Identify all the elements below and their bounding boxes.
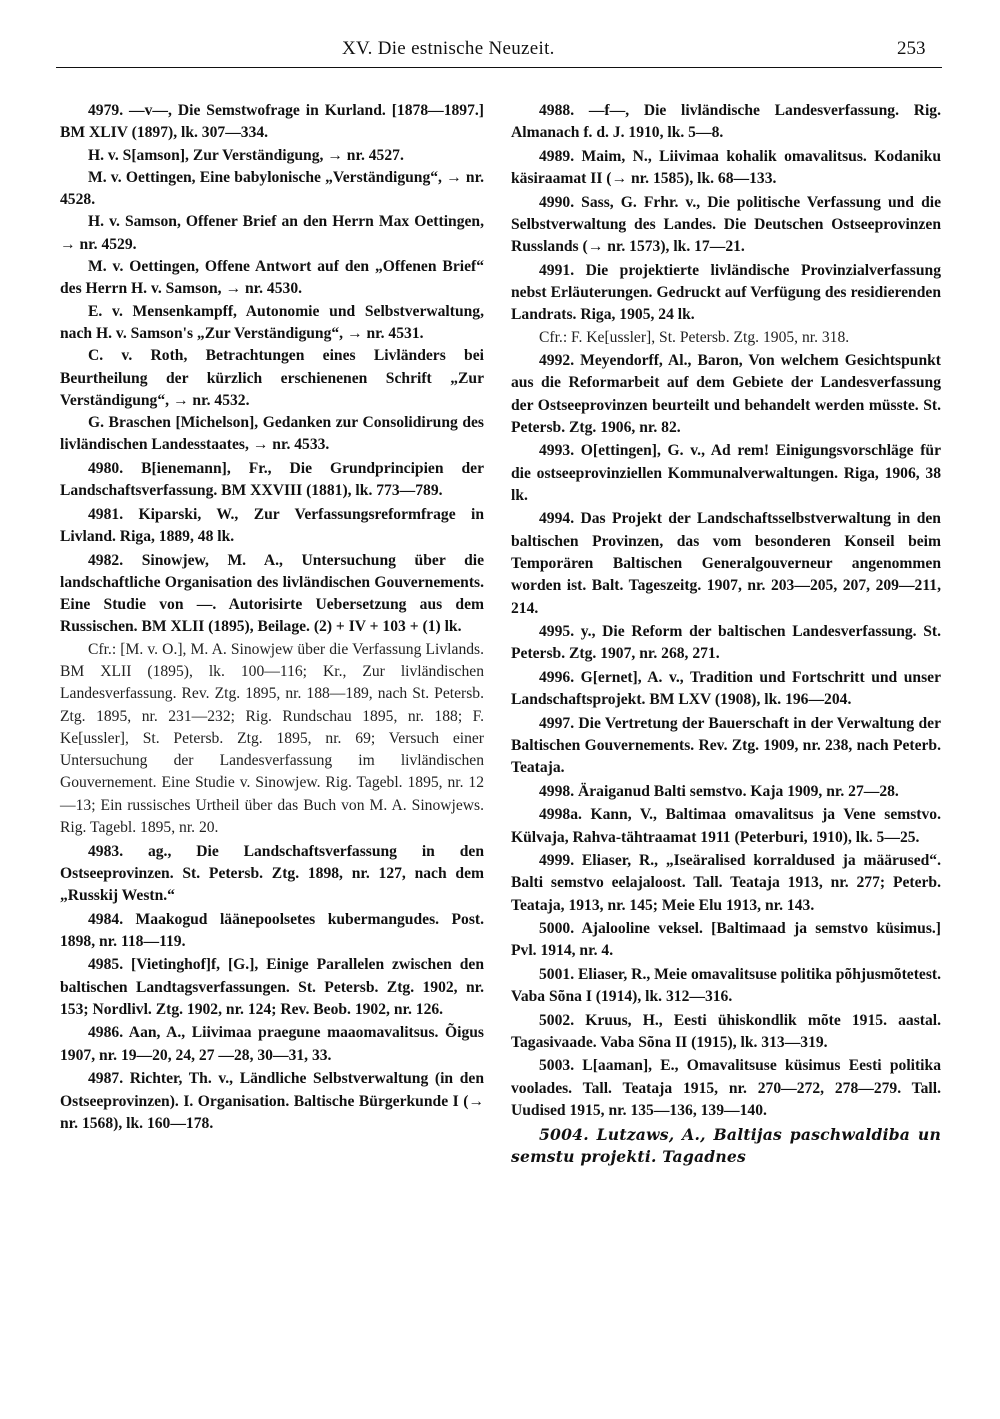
bibliography-entry: [511, 918, 941, 963]
entry-text: 4985. [Vietinghof]f, [G.], Einige Parallelen zwischen den baltischen Landtagsverfassungen. St. Petersb. Ztg. 1902, nr. 153; Nordlivl. Ztg. 1902, nr. 124; Rev. Beob. 1902, nr. 126.: [60, 956, 484, 1018]
right-column: [511, 100, 941, 1169]
page-header: [0, 0, 1000, 70]
bibliography-entry: [60, 954, 484, 1021]
bibliography-entry: [60, 458, 484, 503]
entry-text: 4986. Aan, A., Liivimaa praegune maaomavalitsus. Õigus 1907, nr. 19—20, 24, 27 —28, 30—31, 33.: [60, 1024, 484, 1064]
bibliography-entry: [511, 667, 941, 712]
bibliography-entry: [511, 713, 941, 780]
entry-text: 4988. —f—, Die livländische Landesverfassung. Rig. Almanach f. d. J. 1910, lk. 5—8.: [511, 102, 941, 142]
entry-text: 4996. G[ernet], A. v., Tradition und Fortschritt und unser Landschaftsprojekt. BM LXV (1908), lk. 196—204.: [511, 668, 941, 709]
bibliography-entry: [60, 1022, 484, 1067]
related-entry-text: H. v. S[amson], Zur Verständigung, → nr. 4527.: [88, 146, 404, 164]
bibliography-entry: [511, 850, 941, 917]
bibliography-entry: [511, 440, 941, 507]
entry-text: 4979. —v—, Die Semstwofrage in Kurland. [1878—1897.] BM XLIV (1897), lk. 307—334.: [60, 102, 484, 142]
bibliography-entry: [511, 621, 941, 666]
entry-text: 4984. Maakogud läänepoolsetes kubermangudes. Post. 1898, nr. 118—119.: [60, 910, 484, 950]
bibliography-entry: [511, 1055, 941, 1122]
bibliography-entry: [511, 100, 941, 145]
entry-text: 4991. Die projektierte livländische Provinzialverfassung nebst Erläuterungen. Gedruckt auf Verfügung des residierenden Landrats. Riga, 1905, 24 lk.: [511, 261, 941, 324]
page-number: 253: [897, 38, 926, 59]
related-entry-text: M. v. Oettingen, Offene Antwort auf den „Offenen Brief“ des Herrn H. v. Samson, → nr. 4530.: [60, 258, 484, 298]
bibliography-entry: [511, 1124, 941, 1169]
bibliography-entry: [511, 781, 941, 803]
bibliography-entry: [60, 1068, 484, 1135]
bibliography-entry: [511, 192, 941, 259]
entry-text: 4993. O[ettingen], G. v., Ad rem! Einigungsvorschläge für die ostseeprovinziellen Kommunalverwaltungen. Riga, 1906, 38 lk.: [511, 442, 941, 504]
bibliography-entry: [60, 550, 484, 840]
bibliography-entry: [60, 504, 484, 549]
bibliography-entry: [511, 1010, 941, 1055]
header-divider: [56, 67, 942, 68]
entry-text: 5000. Ajalooline veksel. [Baltimaad ja semstvo küsimus.] Pvl. 1914, nr. 4.: [511, 920, 941, 960]
left-column: [60, 100, 484, 1136]
entry-text: 4995. y., Die Reform der baltischen Landesverfassung. St. Petersb. Ztg. 1907, nr. 268, 271.: [511, 623, 941, 663]
entry-text: 4989. Maim, N., Liivimaa kohalik omavalitsus. Kodaniku käsiraamat II (→ nr. 1585), lk. 68—133.: [511, 147, 941, 188]
related-entry-text: E. v. Mensenkampff, Autonomie und Selbstverwaltung, nach H. v. Samson's „Zur Verständigung“, → nr. 4531.: [60, 302, 484, 342]
entry-text: 4980. B[ienemann], Fr., Die Grundprincipien der Landschaftsverfassung. BM XXVIII (1881), lk. 773—789.: [60, 459, 484, 500]
entry-note: Cfr.: [M. v. O.], M. A. Sinowjew über die Verfassung Livlands. BM XLII (1895), lk. 100—116; Kr., Zur livländischen Landesverfassung. Rev. Ztg. 1895, nr. 188—189, nach St. Petersb. Ztg. 1895, nr. 231—232; Rig. Rundschau 1895, nr. 188; F. Ke[ussler], St. Petersb. Ztg. 1895, nr. 69; Versuch einer Untersuchung der Landesverfassung im livländischen Gouvernement. Eine Studie v. Sinowjew. Rig. Tagebl. 1895, nr. 12—13; Ein russisches Urtheil über das Buch von M. A. Sinowjews. Rig. Tagebl. 1895, nr. 20.: [60, 640, 484, 837]
bibliography-entry: [511, 350, 941, 439]
entry-text: 4992. Meyendorff, Al., Baron, Von welchem Gesichtspunkt aus die Reformarbeit auf dem Gebiete der Landesverfassung der Ostseeprovinzen beurteilt und behandelt werden müsste. St. Petersb. Ztg. 1906, nr. 82.: [511, 352, 941, 436]
bibliography-entry: [60, 909, 484, 954]
entry-text: 4998a. Kann, V., Baltimaa omavalitsus ja Vene semstvo. Külvaja, Rahva-tähtraamat 1911 (Peterburi, 1910), lk. 5—25.: [511, 806, 941, 846]
bibliography-entry: [60, 841, 484, 908]
entry-text: 4990. Sass, G. Frhr. v., Die politische Verfassung und die Selbstverwaltung des Landes. Die Deutschen Ostseeprovinzen Russlands (→ nr. 1573), lk. 17—21.: [511, 193, 941, 256]
entry-text: 4983. ag., Die Landschaftsverfassung in den Ostseeprovinzen. St. Petersb. Ztg. 1898, nr. 127, nach dem „Russkij Westn.“: [60, 842, 484, 905]
bibliography-entry: [511, 964, 941, 1009]
entry-text: 4981. Kiparski, W., Zur Verfassungsreformfrage in Livland. Riga, 1889, 48 lk.: [60, 505, 484, 546]
bibliography-entry: [511, 804, 941, 849]
entry-text: 4982. Sinowjew, M. A., Untersuchung über die landschaftliche Organisation des livländischen Gouvernements. Eine Studie von —. Autorisirte Uebersetzung aus dem Russischen. BM XLII (1895), Beilage. (2) + IV + 103 + (1) lk.: [60, 551, 484, 636]
entry-text: 4999. Eliaser, R., „Iseäralised korraldused ja määrused“. Balti semstvo eelajaloost. Tall. Teataja 1913, nr. 277; Peterb. Teataja, 1913, nr. 145; Meie Elu 1913, nr. 143.: [511, 852, 941, 914]
related-entry-text: M. v. Oettingen, Eine babylonische „Verständigung“, → nr. 4528.: [60, 168, 484, 209]
entry-text: 4997. Die Vertretung der Bauerschaft in der Verwaltung der Baltischen Gouvernements. Rev. Ztg. 1909, nr. 238, nach Peterb. Teataja.: [511, 714, 941, 777]
entry-note: Cfr.: F. Ke[ussler], St. Petersb. Ztg. 1905, nr. 318.: [539, 328, 850, 346]
related-entry-text: C. v. Roth, Betrachtungen eines Livländers bei Beurtheilung der kürzlich erschienenen Schrift „Zur Verständigung“, → nr. 4532.: [60, 347, 484, 409]
entry-text: 4987. Richter, Th. v., Ländliche Selbstverwaltung (in den Ostseeprovinzen). I. Organisation. Baltische Bürgerkunde I (→ nr. 1568), lk. 160—178.: [60, 1070, 484, 1132]
entry-text: 5004. Lutzaws, A., Baltijas paschwaldiba un semstu projekti. Tagadnes: [511, 1124, 941, 1166]
entry-text: 5002. Kruus, H., Eesti ühiskondlik mõte 1915. aastal. Tagasivaade. Vaba Sõna II (1915), lk. 313—319.: [511, 1011, 941, 1051]
bibliography-entry: [511, 260, 941, 349]
entry-text: 5001. Eliaser, R., Meie omavalitsuse politika põhjusmõtetest. Vaba Sõna I (1914), lk. 312—316.: [511, 965, 941, 1006]
bibliography-entry: [511, 508, 941, 619]
bibliography-entry: [511, 146, 941, 191]
related-entry-text: H. v. Samson, Offener Brief an den Herrn Max Oettingen, → nr. 4529.: [60, 213, 484, 253]
running-title: XV. Die estnische Neuzeit.: [342, 38, 555, 59]
bibliography-entry: [60, 100, 484, 457]
entry-text: 5003. L[aaman], E., Omavalitsuse küsimus Eesti politika voolades. Tall. Teataja 1915, nr. 270—272, 278—279. Tall. Uudised 1915, nr. 135—136, 139—140.: [511, 1057, 941, 1120]
entry-text: 4994. Das Projekt der Landschaftsselbstverwaltung in den baltischen Provinzen, das vom besonderen Konseil beim Temporären Baltischen Generalgouverneur angenommen worden ist. Balt. Tageszeitg. 1907, nr. 203—205, 207, 209—211, 214.: [511, 510, 941, 617]
related-entry-text: G. Braschen [Michelson], Gedanken zur Consolidirung des livländischen Landesstaates, → nr. 4533.: [60, 414, 484, 454]
entry-text: 4998. Äraiganud Balti semstvo. Kaja 1909, nr. 27—28.: [539, 782, 899, 800]
